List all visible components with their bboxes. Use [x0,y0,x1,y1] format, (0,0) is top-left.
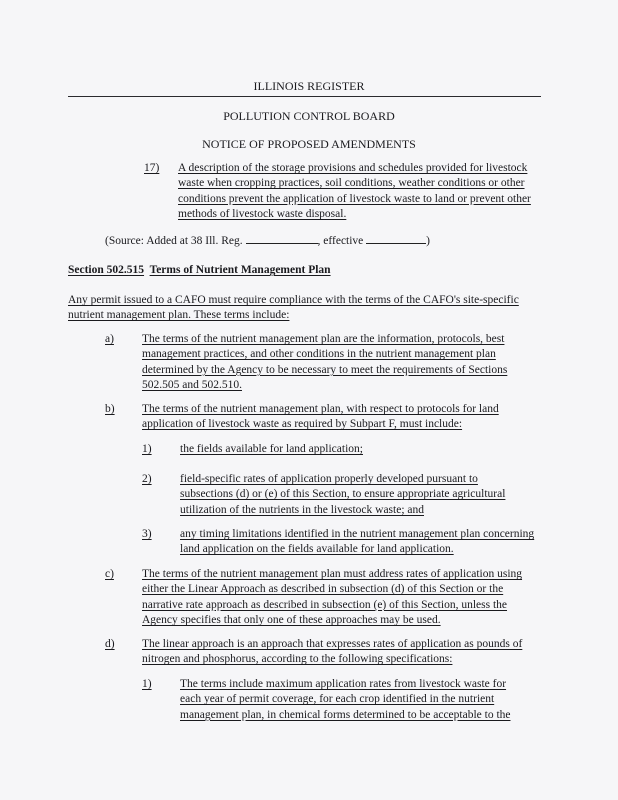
notice-title: NOTICE OF PROPOSED AMENDMENTS [202,137,416,151]
subsection-d-label: d) [105,638,115,650]
section-number: Section 502.515 [68,264,145,276]
source-register-blank [246,243,318,244]
subsection-b1-label: 1) [142,443,152,455]
subsection-b1-text: the fields available for land application; [180,443,363,455]
source-effective-blank [366,243,426,244]
subsection-c-label: c) [105,568,114,580]
header-rule [68,96,541,97]
subsection-b2-label: 2) [142,473,152,485]
subsection-a-text: The terms of the nutrient management plan are the information, protocols, best management practices, and other conditions in the nutrient management plan determined by the Agency to be necessary to meet the requirements of Sections 502.505 and 502.510. [142,333,508,392]
source-prefix: (Source: Added at 38 Ill. Reg. [105,235,243,247]
source-middle: , effective [317,235,364,247]
intro-paragraph: Any permit issued to a CAFO must require compliance with the terms of the CAFO's site-specific nutrient management plan. These terms include: [68,294,519,322]
source-suffix: ) [426,235,431,247]
board-name: POLLUTION CONTROL BOARD [223,109,395,123]
subsection-d1-text: The terms include maximum application rates from livestock waste for each year of permit coverage, for each crop identified in the nutrient management plan, in chemical forms determined to be acceptable to the [180,678,511,721]
subsection-b-label: b) [105,403,115,415]
subsection-d1-label: 1) [142,678,152,690]
item-17-label: 17) [144,162,160,174]
source-line [105,234,555,249]
register-title: ILLINOIS REGISTER [253,79,365,93]
item-17-text: A description of the storage provisions and schedules provided for livestock waste when cropping practices, soil conditions, weather conditions or other conditions prevent the application of livestock waste to land or prevent other methods of livestock waste disposal. [178,162,531,221]
section-title: Terms of Nutrient Management Plan [149,264,331,276]
section-heading [68,264,331,276]
subsection-b3-text: any timing limitations identified in the nutrient management plan concerning land application on the fields available for land application. [180,528,535,556]
subsection-d-text: The linear approach is an approach that expresses rates of application as pounds of nitrogen and phosphorus, according to the following specifications: [142,638,523,666]
subsection-c-text: The terms of the nutrient management plan must address rates of application using either the Linear Approach as described in subsection (d) of this Section or the narrative rate approach as described in subsection (e) of this Section, unless the Agency specifies that only one of these approaches may be used. [142,568,523,627]
subsection-b2-text: field-specific rates of application properly developed pursuant to subsections (d) or (e) of this Section, to ensure appropriate agricultural utilization of the nutrients in the livestock waste; and [180,473,506,516]
subsection-b-text: The terms of the nutrient management plan, with respect to protocols for land application of livestock waste as required by Subpart F, must include: [142,403,499,431]
subsection-a-label: a) [105,333,114,345]
subsection-b3-label: 3) [142,528,152,540]
